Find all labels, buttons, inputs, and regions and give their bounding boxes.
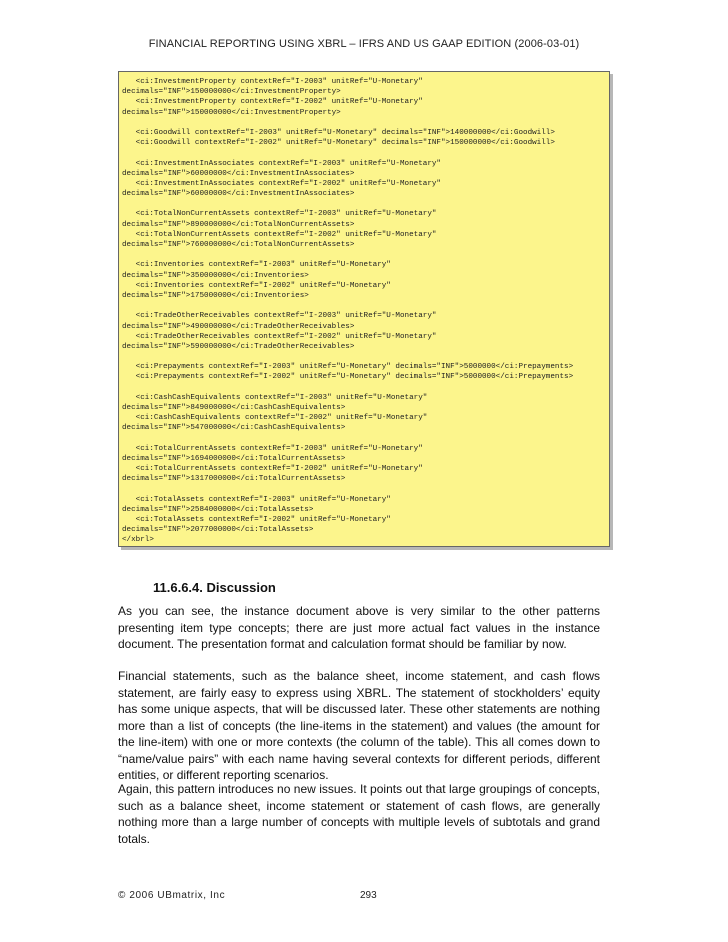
code-line: decimals="INF">2584000000</ci:TotalAssets> — [122, 505, 314, 514]
code-line — [122, 148, 609, 158]
code-line — [122, 250, 609, 260]
footer-copyright: © 2006 UBmatrix, Inc — [118, 890, 226, 901]
code-line: <ci:InvestmentInAssociates contextRef="I-2002" unitRef="U-Monetary" — [122, 179, 441, 188]
code-line: decimals="INF">150000000</ci:InvestmentProperty> — [122, 88, 341, 97]
code-line: <ci:TotalAssets contextRef="I-2002" unitRef="U-Monetary" — [122, 516, 391, 525]
code-line: <ci:InvestmentInAssociates contextRef="I-2003" unitRef="U-Monetary" — [122, 159, 441, 168]
code-line: decimals="INF">2077000000</ci:TotalAssets> — [122, 526, 314, 535]
paragraph: Again, this pattern introduces no new issues. It points out that large groupings of concepts, such as a balance sheet, income statement or statement of cash flows, are generally nothing more than a large number of concepts with multiple levels of subtotals and grand totals. — [118, 782, 600, 846]
paragraph: As you can see, the instance document above is very similar to the other patterns presenting item type concepts; there are just more actual fact values in the instance document. The presentation format and calculation format should be familiar by now. — [118, 604, 600, 651]
code-line — [122, 199, 609, 209]
code-line: <ci:InvestmentProperty contextRef="I-2002" unitRef="U-Monetary" — [122, 98, 423, 107]
code-line: <ci:TotalCurrentAssets contextRef="I-2002" unitRef="U-Monetary" — [122, 465, 423, 474]
code-line: decimals="INF">490000000</ci:TradeOtherReceivables> — [122, 322, 355, 331]
code-line: <ci:TotalCurrentAssets contextRef="I-2003" unitRef="U-Monetary" — [122, 444, 423, 453]
code-line: decimals="INF">760000000</ci:TotalNonCurrentAssets> — [122, 241, 355, 249]
code-line: <ci:Prepayments contextRef="I-2002" unitRef="U-Monetary" decimals="INF">5000000</ci:Prepayments> — [122, 373, 574, 382]
code-line: decimals="INF">849000000</ci:CashCashEquivalents> — [122, 404, 346, 412]
section-heading: 11.6.6.4. Discussion — [153, 580, 276, 595]
code-line: </xbrl> — [122, 536, 154, 545]
code-line: decimals="INF">350000000</ci:Inventories> — [122, 271, 309, 280]
code-listing — [118, 71, 610, 547]
code-line — [122, 383, 609, 393]
code-line: <ci:Goodwill contextRef="I-2003" unitRef="U-Monetary" decimals="INF">140000000</ci:Goodwill> — [122, 128, 555, 137]
code-line: <ci:CashCashEquivalents contextRef="I-2003" unitRef="U-Monetary" — [122, 393, 428, 402]
code-line: <ci:Inventories contextRef="I-2002" unitRef="U-Monetary" — [122, 281, 391, 290]
code-line — [122, 434, 609, 444]
code-line: decimals="INF">60000000</ci:InvestmentInAssociates> — [122, 169, 355, 178]
code-line: <ci:Inventories contextRef="I-2003" unitRef="U-Monetary" — [122, 261, 391, 270]
code-line: decimals="INF">150000000</ci:InvestmentProperty> — [122, 108, 341, 117]
code-line: <ci:InvestmentProperty contextRef="I-2003" unitRef="U-Monetary" — [122, 78, 423, 86]
code-line: <ci:TradeOtherReceivables contextRef="I-2002" unitRef="U-Monetary" — [122, 332, 437, 341]
code-line: decimals="INF">60000000</ci:InvestmentInAssociates> — [122, 190, 355, 199]
code-line: <ci:TradeOtherReceivables contextRef="I-2003" unitRef="U-Monetary" — [122, 312, 437, 321]
code-line: <ci:CashCashEquivalents contextRef="I-2002" unitRef="U-Monetary" — [122, 414, 428, 423]
code-line: decimals="INF">175000000</ci:Inventories> — [122, 291, 309, 300]
code-line: decimals="INF">590000000</ci:TradeOtherReceivables> — [122, 342, 355, 351]
code-line: <ci:TotalNonCurrentAssets contextRef="I-2002" unitRef="U-Monetary" — [122, 230, 437, 239]
running-header: FINANCIAL REPORTING USING XBRL – IFRS AND US GAAP EDITION (2006-03-01) — [148, 38, 580, 50]
page-number: 293 — [360, 890, 377, 901]
code-line: <ci:TotalAssets contextRef="I-2003" unitRef="U-Monetary" — [122, 495, 391, 504]
code-line — [122, 118, 609, 128]
paragraph: Financial statements, such as the balance sheet, income statement, and cash flows statement, are fairly easy to express using XBRL. The statement of stockholders’ equity has some unique aspects, that will be discussed later. These other statements are nothing more than a list of concepts (the line-items in the statement) and values (the amount for the line-item) with one or more contexts (the column of the table). This all comes down to “name/value pairs” with each name having several contexts for different periods, different entities, or different reporting scenarios. — [118, 669, 600, 782]
code-line: decimals="INF">547000000</ci:CashCashEquivalents> — [122, 424, 346, 433]
code-line — [122, 301, 609, 311]
code-line: decimals="INF">1317000000</ci:TotalCurrentAssets> — [122, 475, 346, 484]
code-line: decimals="INF">1694000000</ci:TotalCurrentAssets> — [122, 454, 346, 463]
code-line: <ci:Prepayments contextRef="I-2003" unitRef="U-Monetary" decimals="INF">5000000</ci:Prepayments> — [122, 363, 574, 372]
code-line: decimals="INF">890000000</ci:TotalNonCurrentAssets> — [122, 220, 355, 229]
code-line — [122, 485, 609, 495]
code-line: <ci:TotalNonCurrentAssets contextRef="I-2003" unitRef="U-Monetary" — [122, 210, 437, 219]
code-line — [122, 352, 609, 362]
code-line: <ci:Goodwill contextRef="I-2002" unitRef="U-Monetary" decimals="INF">150000000</ci:Goodwill> — [122, 139, 555, 148]
